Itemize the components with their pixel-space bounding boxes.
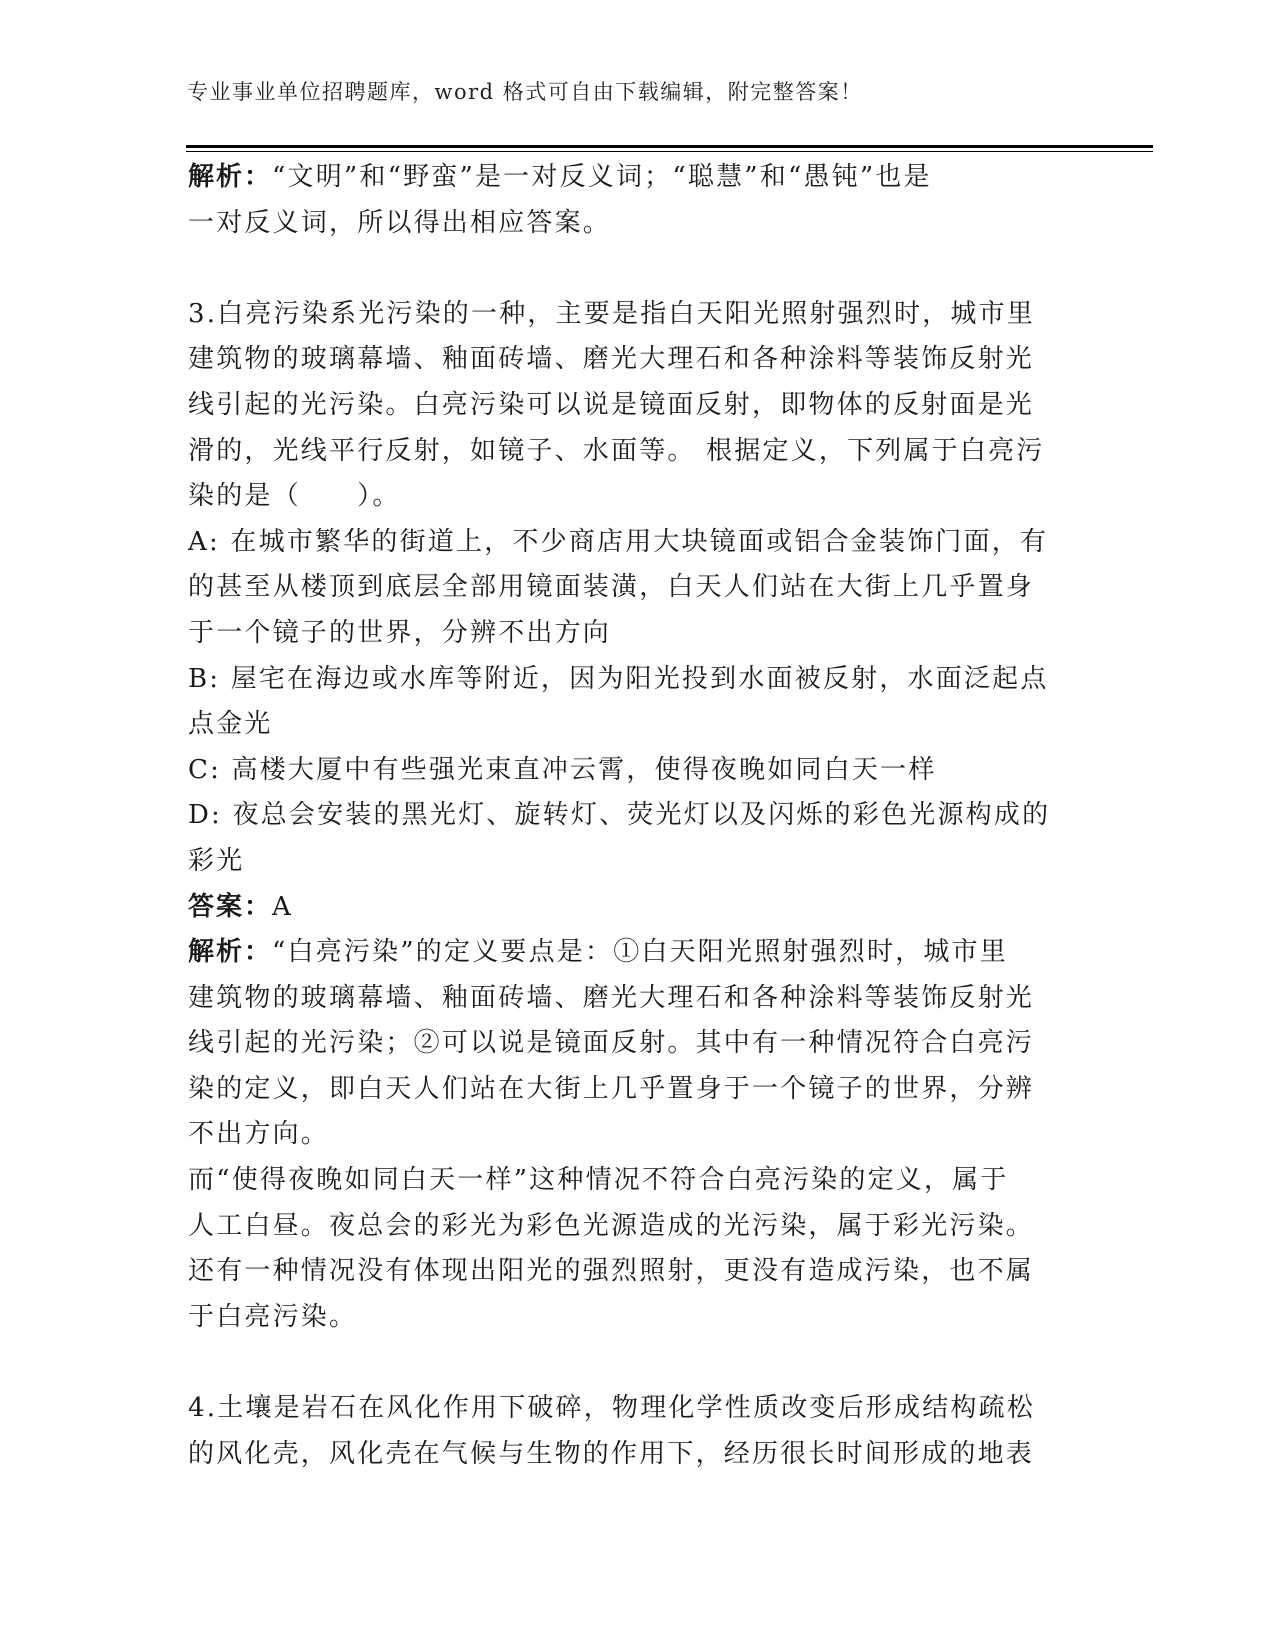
option-a-line: A: 在城市繁华的街道上，不少商店用大块镜面或铝合金装饰门面，有 bbox=[188, 526, 1049, 557]
option-b-line: B: 屋宅在海边或水库等附近，因为阳光投到水面被反射，水面泛起点 bbox=[188, 663, 1049, 694]
q3-stem-line: 线引起的光污染。白亮污染可以说是镜面反射，即物体的反射面是光 bbox=[188, 389, 1035, 420]
header-rule-thick bbox=[186, 145, 1153, 148]
q3-stem-line: 滑的，光线平行反射，如镜子、水面等。 根据定义，下列属于白亮污 bbox=[188, 435, 1045, 466]
q3-analysis-line: 还有一种情况没有体现出阳光的强烈照射，更没有造成污染，也不属 bbox=[188, 1256, 1035, 1287]
q3-analysis-line: 不出方向。 bbox=[188, 1119, 330, 1150]
paragraph-gap bbox=[188, 1340, 1088, 1386]
option-d-line: 彩光 bbox=[188, 845, 245, 876]
q2-analysis-line: 一对反义词，所以得出相应答案。 bbox=[188, 207, 612, 238]
answer-value: A bbox=[272, 891, 293, 922]
header-rule-thin bbox=[186, 151, 1153, 152]
q2-analysis-line: 解析：“文明”和“野蛮”是一对反义词；“聪慧”和“愚钝”也是 bbox=[188, 162, 932, 192]
analysis-label: 解析： bbox=[188, 937, 273, 968]
option-c-line: C: 高楼大厦中有些强光束直冲云霄，使得夜晚如同白天一样 bbox=[188, 754, 937, 785]
document-body bbox=[188, 155, 1088, 1477]
paragraph-gap bbox=[188, 246, 1088, 292]
q3-stem-line: 建筑物的玻璃幕墙、釉面砖墙、磨光大理石和各种涂料等装饰反射光 bbox=[188, 344, 1035, 375]
q3-stem-line: 染的是（ ）。 bbox=[188, 481, 401, 512]
option-a-line: 的甚至从楼顶到底层全部用镜面装潢，白天人们站在大街上几乎置身 bbox=[188, 572, 1035, 603]
option-a-line: 于一个镜子的世界，分辨不出方向 bbox=[188, 617, 612, 648]
q3-analysis-line: 线引起的光污染；②可以说是镜面反射。其中有一种情况符合白亮污 bbox=[188, 1028, 1035, 1059]
q3-stem-line: 3.白亮污染系光污染的一种，主要是指白天阳光照射强烈时，城市里 bbox=[188, 298, 1036, 329]
answer-label: 答案： bbox=[188, 891, 273, 922]
analysis-label: 解析： bbox=[188, 162, 273, 192]
page-header: 专业事业单位招聘题库，word 格式可自由下载编辑，附完整答案！ bbox=[187, 80, 863, 104]
q4-stem-line: 的风化壳，风化壳在气候与生物的作用下，经历很长时间形成的地表 bbox=[188, 1438, 1035, 1469]
q3-analysis-line: 建筑物的玻璃幕墙、釉面砖墙、磨光大理石和各种涂料等装饰反射光 bbox=[188, 982, 1035, 1013]
q3-analysis-line: 染的定义，即白天人们站在大街上几乎置身于一个镜子的世界，分辨 bbox=[188, 1073, 1035, 1104]
q3-answer bbox=[188, 885, 1088, 931]
q3-analysis-line: 而“使得夜晚如同白天一样”这种情况不符合白亮污染的定义，属于 bbox=[188, 1165, 1009, 1196]
q4-stem-line: 4.土壤是岩石在风化作用下破碎，物理化学性质改变后形成结构疏松 bbox=[188, 1393, 1036, 1424]
q3-analysis-line: 解析：“白亮污染”的定义要点是：①白天阳光照射强烈时，城市里 bbox=[188, 937, 1009, 968]
option-b-line: 点金光 bbox=[188, 709, 273, 740]
option-d-line: D: 夜总会安装的黑光灯、旋转灯、荧光灯以及闪烁的彩色光源构成的 bbox=[188, 800, 1051, 831]
q3-analysis-line: 于白亮污染。 bbox=[188, 1301, 358, 1332]
q3-analysis-line: 人工白昼。夜总会的彩光为彩色光源造成的光污染，属于彩光污染。 bbox=[188, 1210, 1035, 1241]
